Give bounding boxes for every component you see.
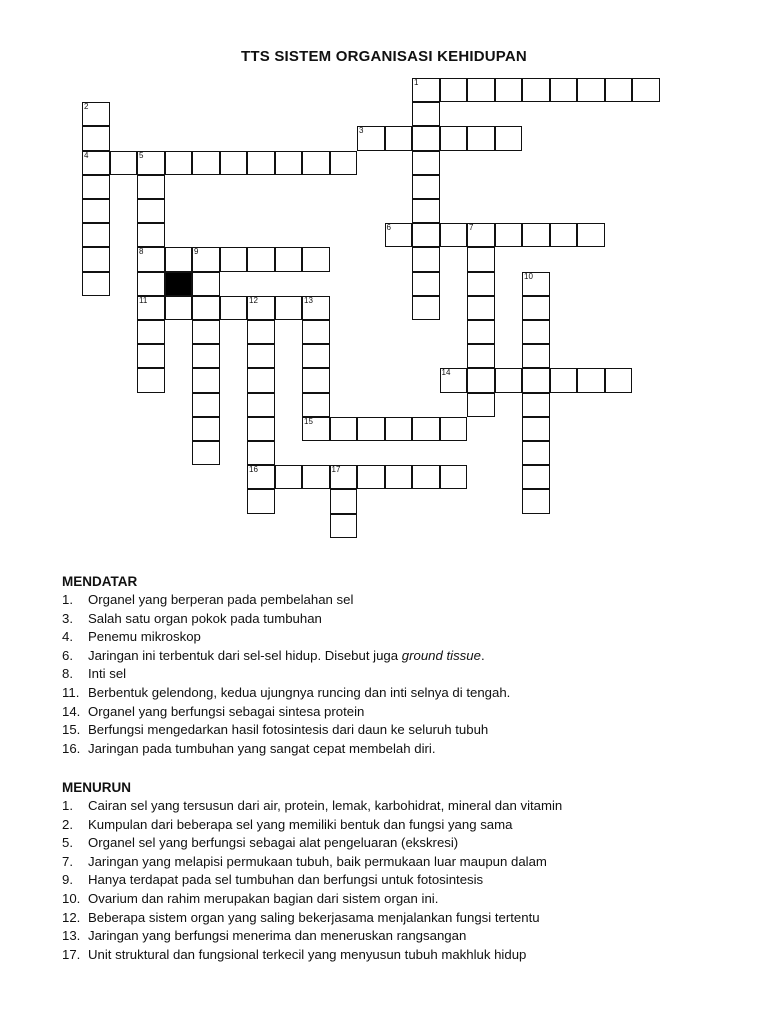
crossword-clue-number: 11 (139, 295, 148, 305)
crossword-cell[interactable] (247, 344, 275, 368)
crossword-clue-number: 6 (386, 223, 391, 233)
crossword-cell[interactable] (605, 368, 633, 392)
clue-text: Kumpulan dari beberapa sel yang memiliki bentuk dan fungsi yang sama (88, 816, 513, 832)
crossword-cell[interactable] (522, 489, 550, 513)
crossword-cell[interactable] (550, 223, 578, 247)
crossword-cell[interactable] (220, 247, 248, 271)
mendatar-section (62, 574, 510, 758)
crossword-cell[interactable] (495, 78, 523, 102)
crossword-cell[interactable] (302, 465, 330, 489)
clue-item (62, 909, 562, 928)
clue-item (62, 647, 510, 666)
crossword-cell[interactable] (82, 223, 110, 247)
crossword-clue-number: 5 (139, 150, 144, 160)
crossword-cell[interactable] (302, 296, 330, 320)
crossword-cell[interactable] (137, 199, 165, 223)
clue-text: Berbentuk gelendong, kedua ujungnya runcing dan inti selnya di tengah. (88, 684, 511, 700)
crossword-cell[interactable] (522, 320, 550, 344)
crossword-cell[interactable] (247, 151, 275, 175)
crossword-cell[interactable] (192, 247, 220, 271)
clue-number: 10. (62, 890, 81, 906)
clue-number: 14. (62, 703, 81, 719)
crossword-cell[interactable] (82, 126, 110, 150)
crossword-clue-number: 9 (194, 247, 199, 257)
crossword-cell[interactable] (385, 465, 413, 489)
clue-number: 12. (62, 909, 81, 925)
crossword-cell[interactable] (82, 175, 110, 199)
crossword-cell[interactable] (275, 296, 303, 320)
clue-item (62, 610, 510, 629)
crossword-cell[interactable] (192, 320, 220, 344)
crossword-cell[interactable] (275, 151, 303, 175)
crossword-cell[interactable] (440, 465, 468, 489)
clue-text: Jaringan pada tumbuhan yang sangat cepat membelah diri. (88, 740, 436, 756)
crossword-cell[interactable] (522, 272, 550, 296)
crossword-cell[interactable] (247, 489, 275, 513)
crossword-cell[interactable] (192, 151, 220, 175)
clue-number: 2. (62, 816, 73, 832)
crossword-clue-number: 17 (331, 465, 341, 475)
crossword-cell[interactable] (412, 296, 440, 320)
crossword-cell[interactable] (632, 78, 660, 102)
crossword-cell[interactable] (467, 126, 495, 150)
clue-item (62, 797, 562, 816)
crossword-clue-number: 2 (84, 102, 89, 112)
crossword-cell[interactable] (192, 417, 220, 441)
crossword-cell[interactable] (302, 344, 330, 368)
crossword-cell[interactable] (522, 417, 550, 441)
menurun-clue-list (62, 797, 562, 964)
crossword-cell[interactable] (357, 465, 385, 489)
crossword-cell[interactable] (467, 272, 495, 296)
crossword-cell[interactable] (137, 151, 165, 175)
crossword-clue-number: 15 (304, 416, 313, 426)
clue-number: 5. (62, 835, 73, 851)
crossword-cell[interactable] (137, 223, 165, 247)
crossword-cell[interactable] (467, 320, 495, 344)
crossword-cell[interactable] (412, 199, 440, 223)
crossword-cell[interactable] (577, 78, 605, 102)
clue-item (62, 591, 510, 610)
crossword-cell[interactable] (412, 175, 440, 199)
crossword-cell[interactable] (330, 417, 358, 441)
crossword-cell[interactable] (247, 417, 275, 441)
crossword-clue-number: 14 (441, 368, 451, 378)
crossword-cell[interactable] (302, 247, 330, 271)
crossword-cell[interactable] (82, 199, 110, 223)
crossword-cell[interactable] (495, 126, 523, 150)
crossword-cell[interactable] (385, 126, 413, 150)
crossword-cell[interactable] (440, 126, 468, 150)
crossword-cell[interactable] (412, 223, 440, 247)
crossword-cell[interactable] (247, 441, 275, 465)
crossword-cell[interactable] (357, 417, 385, 441)
crossword-cell[interactable] (412, 272, 440, 296)
crossword-cell[interactable] (522, 393, 550, 417)
clue-number: 7. (62, 853, 73, 869)
crossword-cell[interactable] (192, 368, 220, 392)
clue-number: 16. (62, 740, 81, 756)
crossword-black-cell (165, 272, 193, 296)
crossword-cell[interactable] (522, 368, 550, 392)
clue-text: Jaringan yang melapisi permukaan tubuh, baik permukaan luar maupun dalam (88, 853, 547, 869)
crossword-clue-number: 4 (84, 150, 89, 160)
clue-item (62, 665, 510, 684)
crossword-cell[interactable] (577, 368, 605, 392)
clue-text: Organel yang berfungsi sebagai sintesa protein (88, 703, 365, 719)
crossword-cell[interactable] (440, 417, 468, 441)
crossword-cell[interactable] (192, 344, 220, 368)
clue-number: 9. (62, 872, 73, 888)
crossword-cell[interactable] (522, 344, 550, 368)
clue-text: Inti sel (88, 666, 127, 682)
crossword-cell[interactable] (577, 223, 605, 247)
crossword-cell[interactable] (467, 393, 495, 417)
crossword-cell[interactable] (330, 489, 358, 513)
crossword-clue-number: 13 (304, 295, 313, 305)
crossword-clue-number: 1 (414, 78, 419, 87)
crossword-cell[interactable] (467, 368, 495, 392)
clue-text: Hanya terdapat pada sel tumbuhan dan berfungsi untuk fotosintesis (88, 872, 484, 888)
clue-text: Jaringan ini terbentuk dari sel-sel hidup. Disebut juga (88, 647, 402, 663)
clue-item (62, 927, 562, 946)
clue-text: Beberapa sistem organ yang saling bekerjasama menjalankan fungsi tertentu (88, 909, 540, 925)
crossword-cell[interactable] (302, 393, 330, 417)
clue-item (62, 834, 562, 853)
crossword-cell[interactable] (412, 417, 440, 441)
crossword-cell[interactable] (412, 247, 440, 271)
clue-item (62, 721, 510, 740)
crossword-cell[interactable] (412, 465, 440, 489)
clue-text: Penemu mikroskop (88, 629, 201, 645)
crossword-cell[interactable] (412, 78, 440, 102)
crossword-cell[interactable] (302, 320, 330, 344)
clue-text: Salah satu organ pokok pada tumbuhan (88, 610, 322, 626)
clue-tail: . (480, 647, 485, 663)
crossword-cell[interactable] (412, 102, 440, 126)
crossword-cell[interactable] (247, 393, 275, 417)
crossword-cell[interactable] (192, 393, 220, 417)
crossword-cell[interactable] (302, 151, 330, 175)
crossword-clue-number: 3 (359, 126, 364, 136)
crossword-cell[interactable] (137, 368, 165, 392)
crossword-cell[interactable] (467, 247, 495, 271)
clue-item (62, 816, 562, 835)
crossword-clue-number: 12 (249, 295, 258, 305)
clue-number: 11. (62, 684, 80, 700)
crossword-cell[interactable] (137, 344, 165, 368)
crossword-cell[interactable] (137, 272, 165, 296)
clue-item (62, 684, 510, 703)
clue-text: Jaringan yang berfungsi menerima dan meneruskan rangsangan (88, 928, 467, 944)
menurun-heading: MENURUN (62, 780, 131, 795)
crossword-cell[interactable] (522, 441, 550, 465)
crossword-cell[interactable] (165, 151, 193, 175)
crossword-cell[interactable] (440, 223, 468, 247)
crossword-cell[interactable] (275, 465, 303, 489)
clue-number: 6. (62, 647, 73, 663)
crossword-cell[interactable] (385, 223, 413, 247)
clue-item (62, 890, 562, 909)
crossword-clue-number: 8 (139, 247, 144, 257)
crossword-cell[interactable] (82, 151, 110, 175)
crossword-clue-number: 10 (524, 271, 533, 281)
crossword-cell[interactable] (82, 272, 110, 296)
clue-number: 13. (62, 928, 81, 944)
crossword-cell[interactable] (467, 223, 495, 247)
crossword-cell[interactable] (137, 296, 165, 320)
clue-number: 3. (62, 610, 73, 626)
clue-item (62, 740, 510, 759)
crossword-cell[interactable] (357, 126, 385, 150)
clue-number: 8. (62, 666, 73, 682)
clue-item (62, 853, 562, 872)
crossword-cell[interactable] (495, 223, 523, 247)
crossword-cell[interactable] (82, 102, 110, 126)
crossword-cell[interactable] (247, 296, 275, 320)
mendatar-clue-list (62, 591, 510, 758)
clue-item (62, 628, 510, 647)
clue-number: 15. (62, 722, 81, 738)
clue-item (62, 946, 562, 965)
crossword-cell[interactable] (495, 368, 523, 392)
crossword-cell[interactable] (467, 344, 495, 368)
page-title: TTS SISTEM ORGANISASI KEHIDUPAN (241, 48, 527, 65)
clue-number: 4. (62, 629, 73, 645)
clue-text: Cairan sel yang tersusun dari air, protein, lemak, karbohidrat, mineral dan vitamin (88, 798, 563, 813)
clue-item (62, 703, 510, 722)
crossword-cell[interactable] (247, 320, 275, 344)
crossword-cell[interactable] (137, 320, 165, 344)
crossword-cell[interactable] (522, 296, 550, 320)
crossword-cell[interactable] (467, 296, 495, 320)
clue-number: 17. (62, 946, 81, 962)
crossword-cell[interactable] (330, 151, 358, 175)
crossword-cell[interactable] (275, 247, 303, 271)
crossword-clue-number: 7 (469, 223, 474, 233)
crossword-cell[interactable] (110, 151, 138, 175)
crossword-cell[interactable] (522, 78, 550, 102)
crossword-cell[interactable] (247, 247, 275, 271)
crossword-cell[interactable] (412, 126, 440, 150)
crossword-cell[interactable] (522, 465, 550, 489)
clue-text: Unit struktural dan fungsional terkecil yang menyusun tubuh makhluk hidup (88, 946, 527, 962)
clue-number: 1. (62, 798, 73, 813)
clue-emphasis: ground tissue (401, 647, 481, 663)
clue-item (62, 871, 562, 890)
crossword-cell[interactable] (192, 441, 220, 465)
crossword-cell[interactable] (330, 465, 358, 489)
mendatar-heading: MENDATAR (62, 574, 138, 589)
clue-number: 1. (62, 592, 73, 607)
clue-text: Ovarium dan rahim merupakan bagian dari sistem organ ini. (88, 890, 439, 906)
crossword-cell[interactable] (247, 368, 275, 392)
crossword-cell[interactable] (82, 247, 110, 271)
clue-text: Berfungsi mengedarkan hasil fotosintesis dari daun ke seluruh tubuh (88, 722, 489, 738)
crossword-cell[interactable] (412, 151, 440, 175)
crossword-cell[interactable] (137, 247, 165, 271)
crossword-cell[interactable] (330, 514, 358, 538)
crossword-cell[interactable] (550, 78, 578, 102)
crossword-cell[interactable] (165, 296, 193, 320)
clue-text: Organel sel yang berfungsi sebagai alat pengeluaran (ekskresi) (88, 835, 459, 851)
menurun-section (62, 780, 562, 964)
crossword-cell[interactable] (385, 417, 413, 441)
crossword-cell[interactable] (220, 151, 248, 175)
crossword-clue-number: 16 (249, 465, 258, 475)
crossword-cell[interactable] (302, 417, 330, 441)
crossword-cell[interactable] (192, 272, 220, 296)
crossword-cell[interactable] (522, 223, 550, 247)
crossword-cell[interactable] (192, 296, 220, 320)
crossword-cell[interactable] (605, 78, 633, 102)
crossword-cell[interactable] (440, 78, 468, 102)
crossword-cell[interactable] (137, 175, 165, 199)
crossword-cell[interactable] (550, 368, 578, 392)
crossword-cell[interactable] (165, 247, 193, 271)
crossword-cell[interactable] (247, 465, 275, 489)
clue-text: Organel yang berperan pada pembelahan sel (88, 592, 354, 607)
crossword-cell[interactable] (220, 296, 248, 320)
crossword-cell[interactable] (467, 78, 495, 102)
crossword-cell[interactable] (440, 368, 468, 392)
crossword-cell[interactable] (302, 368, 330, 392)
